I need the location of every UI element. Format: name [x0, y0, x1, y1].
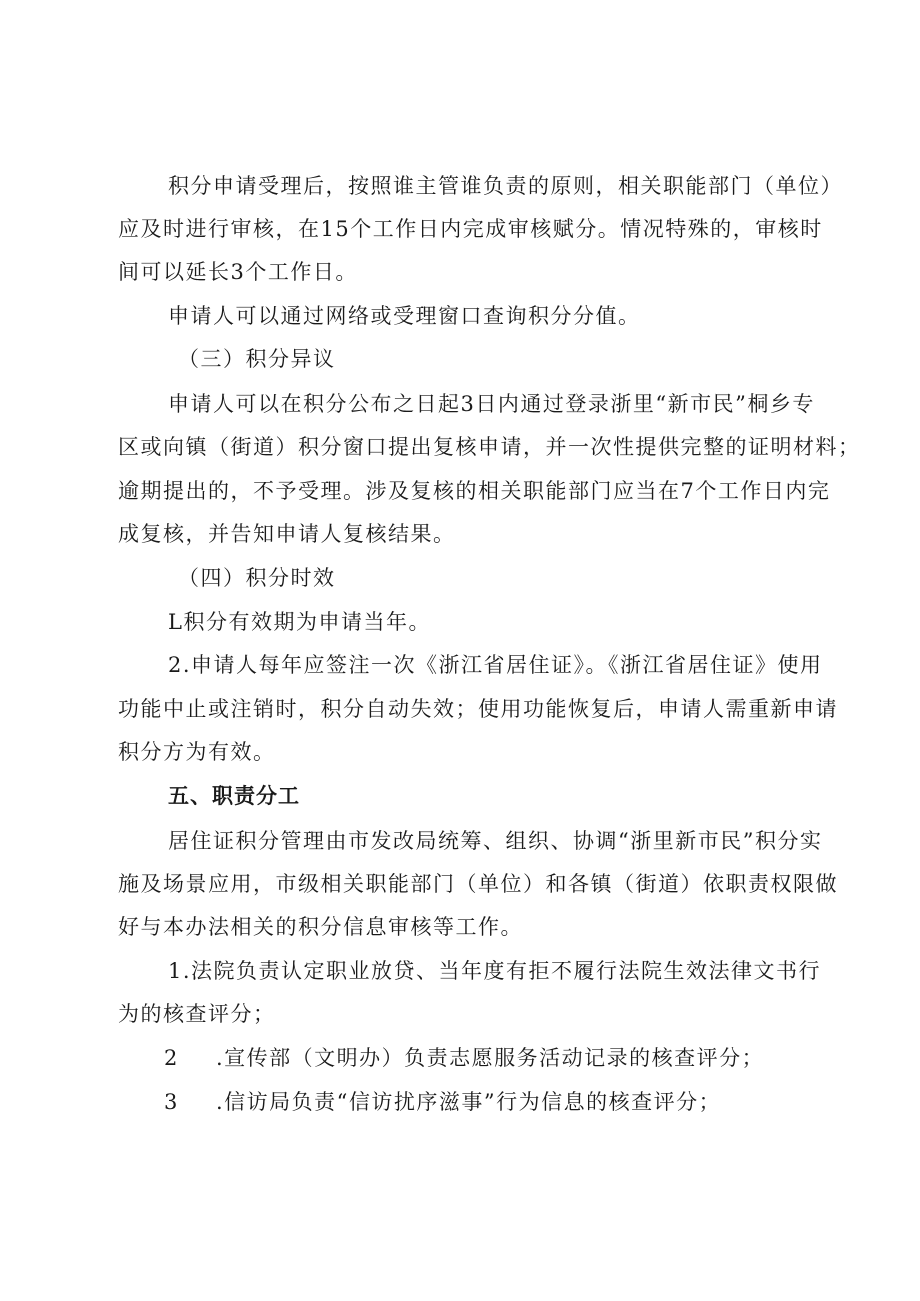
paragraph-line: 间可以延长3个工作日。 [118, 260, 358, 284]
paragraph-line: 应及时进行审核，在15个工作日内完成审核赋分。情况特殊的，审核时 [118, 217, 823, 241]
list-item-number: 2 [164, 1046, 179, 1070]
list-item: 2.申请人每年应签注一次《浙江省居住证》。《浙江省居住证》使用 [168, 653, 823, 677]
list-item: .宣传部（文明办）负责志愿服务活动记录的核查评分； [216, 1046, 765, 1070]
paragraph-line: 功能中止或注销时，积分自动失效；使用功能恢复后，申请人需重新申请 [118, 697, 838, 721]
paragraph-line: 积分方为有效。 [118, 740, 276, 764]
paragraph-line: 成复核，并告知申请人复核结果。 [118, 522, 456, 546]
paragraph-line: 申请人可以在积分公布之日起3日内通过登录浙里“新市民”桐乡专 [168, 392, 815, 416]
subsection-heading: （三）积分异议 [178, 347, 336, 371]
paragraph-line: 申请人可以通过网络或受理窗口查询积分分值。 [168, 304, 641, 328]
paragraph-line: 逾期提出的，不予受理。涉及复核的相关职能部门应当在7个工作日内完 [118, 479, 831, 503]
paragraph-line: 区或向镇（街道）积分窗口提出复核申请，并一次性提供完整的证明材料； [118, 435, 861, 459]
subsection-heading: （四）积分时效 [178, 566, 336, 590]
paragraph-line: 为的核查评分； [118, 1002, 276, 1026]
list-item: L积分有效期为申请当年。 [168, 610, 431, 634]
list-item: .信访局负责“信访扰序滋事”行为信息的核查评分； [216, 1090, 722, 1114]
list-item: 1.法院负责认定职业放贷、当年度有拒不履行法院生效法律文书行 [168, 959, 822, 983]
paragraph-line: 积分申请受理后，按照谁主管谁负责的原则，相关职能部门（单位） [168, 174, 843, 198]
list-item-number: 3 [164, 1090, 179, 1114]
paragraph-line: 好与本办法相关的积分信息审核等工作。 [118, 915, 523, 939]
section-heading: 五、职责分工 [168, 784, 300, 808]
paragraph-line: 施及场景应用，市级相关职能部门（单位）和各镇（街道）依职责权限做 [118, 872, 838, 896]
paragraph-line: 居住证积分管理由市发改局统筹、组织、协调“浙里新市民”积分实 [168, 829, 823, 853]
